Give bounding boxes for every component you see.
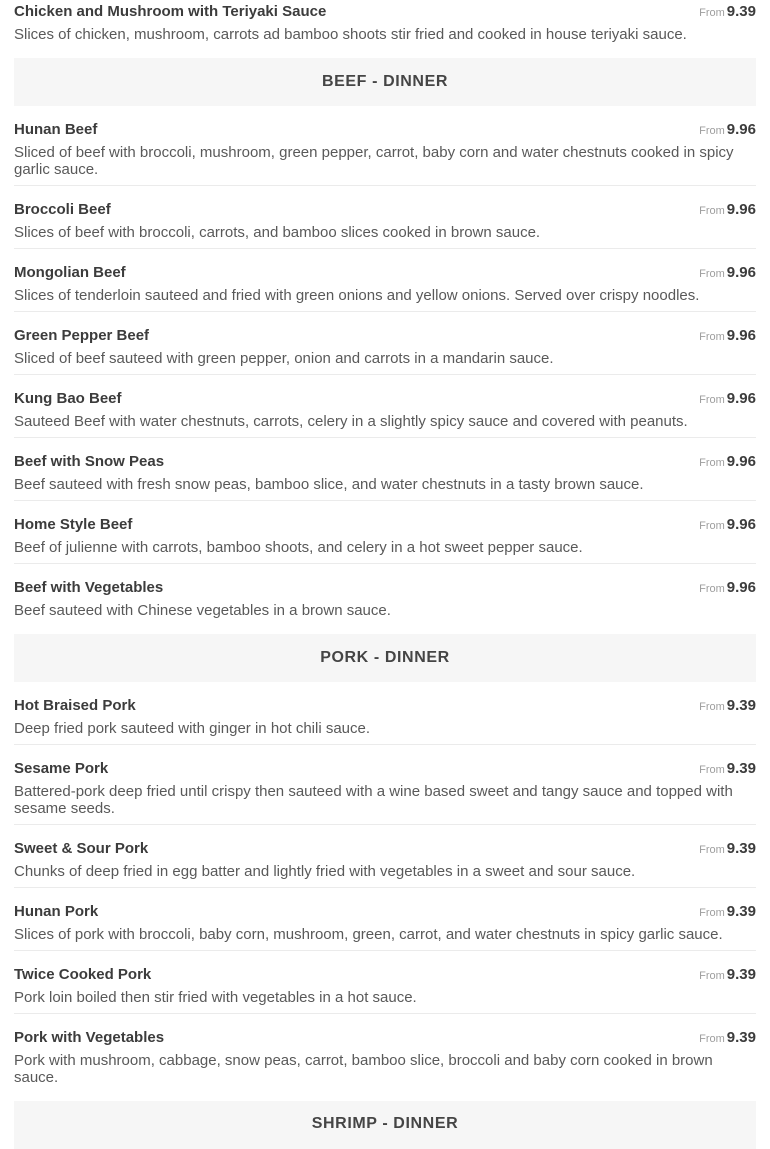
item-name: Hot Braised Pork xyxy=(14,697,136,714)
item-description: Beef sauteed with fresh snow peas, bamboo slice, and water chestnuts in a tasty brown sauce. xyxy=(14,476,644,493)
menu-item[interactable] xyxy=(14,0,756,50)
menu-section xyxy=(14,626,756,1093)
item-head xyxy=(14,697,756,715)
item-description: Slices of tenderloin sauteed and fried with green onions and yellow onions. Served over crispy noodles. xyxy=(14,287,700,304)
item-description: Slices of pork with broccoli, baby corn, mushroom, green, carrot, and water chestnuts in spicy garlic sauce. xyxy=(14,926,723,943)
item-name: Home Style Beef xyxy=(14,516,133,533)
item-price xyxy=(699,453,756,471)
item-head xyxy=(14,327,756,345)
item-head xyxy=(14,1029,756,1047)
item-head xyxy=(14,201,756,219)
item-price xyxy=(699,760,756,778)
price-value: 9.96 xyxy=(726,390,756,407)
item-head xyxy=(14,121,756,139)
item-price xyxy=(699,516,756,534)
item-name: Green Pepper Beef xyxy=(14,327,150,344)
price-value: 9.96 xyxy=(726,327,756,344)
item-head xyxy=(14,264,756,282)
item-name: Hunan Pork xyxy=(14,903,99,920)
price-value: 9.39 xyxy=(726,3,756,20)
menu-section xyxy=(14,0,756,50)
item-head xyxy=(14,903,756,921)
item-name: Mongolian Beef xyxy=(14,264,126,281)
item-price xyxy=(699,3,756,21)
price-from-label: From xyxy=(699,394,725,406)
item-head xyxy=(14,760,756,778)
item-price xyxy=(699,390,756,408)
item-name: Sweet & Sour Pork xyxy=(14,840,149,857)
price-value: 9.39 xyxy=(726,760,756,777)
price-from-label: From xyxy=(699,457,725,469)
price-from-label: From xyxy=(699,331,725,343)
price-from-label: From xyxy=(699,764,725,776)
item-head xyxy=(14,390,756,408)
item-price xyxy=(699,121,756,139)
menu-item[interactable] xyxy=(14,106,756,186)
item-price xyxy=(699,840,756,858)
section-header xyxy=(14,58,756,106)
menu-section xyxy=(14,50,756,626)
price-value: 9.39 xyxy=(726,966,756,983)
item-description: Deep fried pork sauteed with ginger in hot chili sauce. xyxy=(14,720,371,737)
item-description: Pork loin boiled then stir fried with vegetables in a hot sauce. xyxy=(14,989,417,1006)
menu-item[interactable] xyxy=(14,682,756,745)
item-name: Chicken and Mushroom with Teriyaki Sauce xyxy=(14,3,327,20)
price-from-label: From xyxy=(699,520,725,532)
item-name: Sesame Pork xyxy=(14,760,109,777)
section-title: SHRIMP - DINNER xyxy=(311,1115,459,1132)
price-value: 9.96 xyxy=(726,516,756,533)
item-name: Hunan Beef xyxy=(14,121,98,138)
price-from-label: From xyxy=(699,844,725,856)
price-value: 9.96 xyxy=(726,201,756,218)
item-description: Sliced of beef sauteed with green pepper, onion and carrots in a mandarin sauce. xyxy=(14,350,554,367)
item-description: Slices of beef with broccoli, carrots, and bamboo slices cooked in brown sauce. xyxy=(14,224,541,241)
menu-item[interactable] xyxy=(14,312,756,375)
menu-item[interactable] xyxy=(14,501,756,564)
menu-item[interactable] xyxy=(14,825,756,888)
price-value: 9.96 xyxy=(726,579,756,596)
price-value: 9.39 xyxy=(726,840,756,857)
price-from-label: From xyxy=(699,583,725,595)
section-title: PORK - DINNER xyxy=(320,649,450,666)
item-price xyxy=(699,264,756,282)
price-value: 9.96 xyxy=(726,121,756,138)
section-items xyxy=(14,682,756,1093)
item-name: Twice Cooked Pork xyxy=(14,966,152,983)
section-header xyxy=(14,1101,756,1149)
item-name: Pork with Vegetables xyxy=(14,1029,165,1046)
item-price xyxy=(699,903,756,921)
item-head xyxy=(14,840,756,858)
menu-item[interactable] xyxy=(14,375,756,438)
menu-item[interactable] xyxy=(14,888,756,951)
price-value: 9.96 xyxy=(726,453,756,470)
item-name: Kung Bao Beef xyxy=(14,390,122,407)
item-head xyxy=(14,966,756,984)
price-from-label: From xyxy=(699,125,725,137)
price-value: 9.39 xyxy=(726,697,756,714)
menu-section xyxy=(14,1093,756,1146)
item-head xyxy=(14,579,756,597)
price-value: 9.39 xyxy=(726,1029,756,1046)
menu-item[interactable] xyxy=(14,745,756,825)
item-description: Sauteed Beef with water chestnuts, carrots, celery in a slightly spicy sauce and covered with peanuts. xyxy=(14,413,688,430)
item-description: Beef of julienne with carrots, bamboo shoots, and celery in a hot sweet pepper sauce. xyxy=(14,539,583,556)
menu-item[interactable] xyxy=(14,951,756,1014)
menu-item[interactable] xyxy=(14,186,756,249)
item-description: Beef sauteed with Chinese vegetables in a brown sauce. xyxy=(14,602,391,619)
item-name: Broccoli Beef xyxy=(14,201,111,218)
section-items xyxy=(14,0,756,50)
item-description: Chunks of deep fried in egg batter and lightly fried with vegetables in a sweet and sour sauce. xyxy=(14,863,636,880)
price-from-label: From xyxy=(699,970,725,982)
price-value: 9.39 xyxy=(726,903,756,920)
menu-item[interactable] xyxy=(14,249,756,312)
section-items xyxy=(14,106,756,626)
item-head xyxy=(14,516,756,534)
menu-item[interactable] xyxy=(14,438,756,501)
price-from-label: From xyxy=(699,7,725,19)
item-name: Beef with Vegetables xyxy=(14,579,164,596)
item-price xyxy=(699,327,756,345)
price-from-label: From xyxy=(699,1033,725,1045)
price-from-label: From xyxy=(699,268,725,280)
item-head xyxy=(14,453,756,471)
section-title: BEEF - DINNER xyxy=(321,73,449,90)
section-header xyxy=(14,634,756,682)
item-price xyxy=(699,697,756,715)
item-description: Battered-pork deep fried until crispy then sauteed with a wine based sweet and tangy sauce and topped with sesame seeds. xyxy=(14,783,733,817)
menu-item[interactable] xyxy=(14,564,756,626)
menu-item[interactable] xyxy=(14,1014,756,1093)
item-description: Pork with mushroom, cabbage, snow peas, carrot, bamboo slice, broccoli and baby corn cooked in brown sauce. xyxy=(14,1052,713,1086)
item-name: Beef with Snow Peas xyxy=(14,453,165,470)
item-price xyxy=(699,201,756,219)
item-description: Sliced of beef with broccoli, mushroom, green pepper, carrot, baby corn and water chestnuts cooked in spicy garlic sauce. xyxy=(14,144,734,178)
item-price xyxy=(699,579,756,597)
price-from-label: From xyxy=(699,205,725,217)
item-price xyxy=(699,966,756,984)
price-value: 9.96 xyxy=(726,264,756,281)
price-from-label: From xyxy=(699,701,725,713)
item-head xyxy=(14,3,756,21)
item-description: Slices of chicken, mushroom, carrots ad bamboo shoots stir fried and cooked in house teriyaki sauce. xyxy=(14,26,687,43)
item-price xyxy=(699,1029,756,1047)
price-from-label: From xyxy=(699,907,725,919)
